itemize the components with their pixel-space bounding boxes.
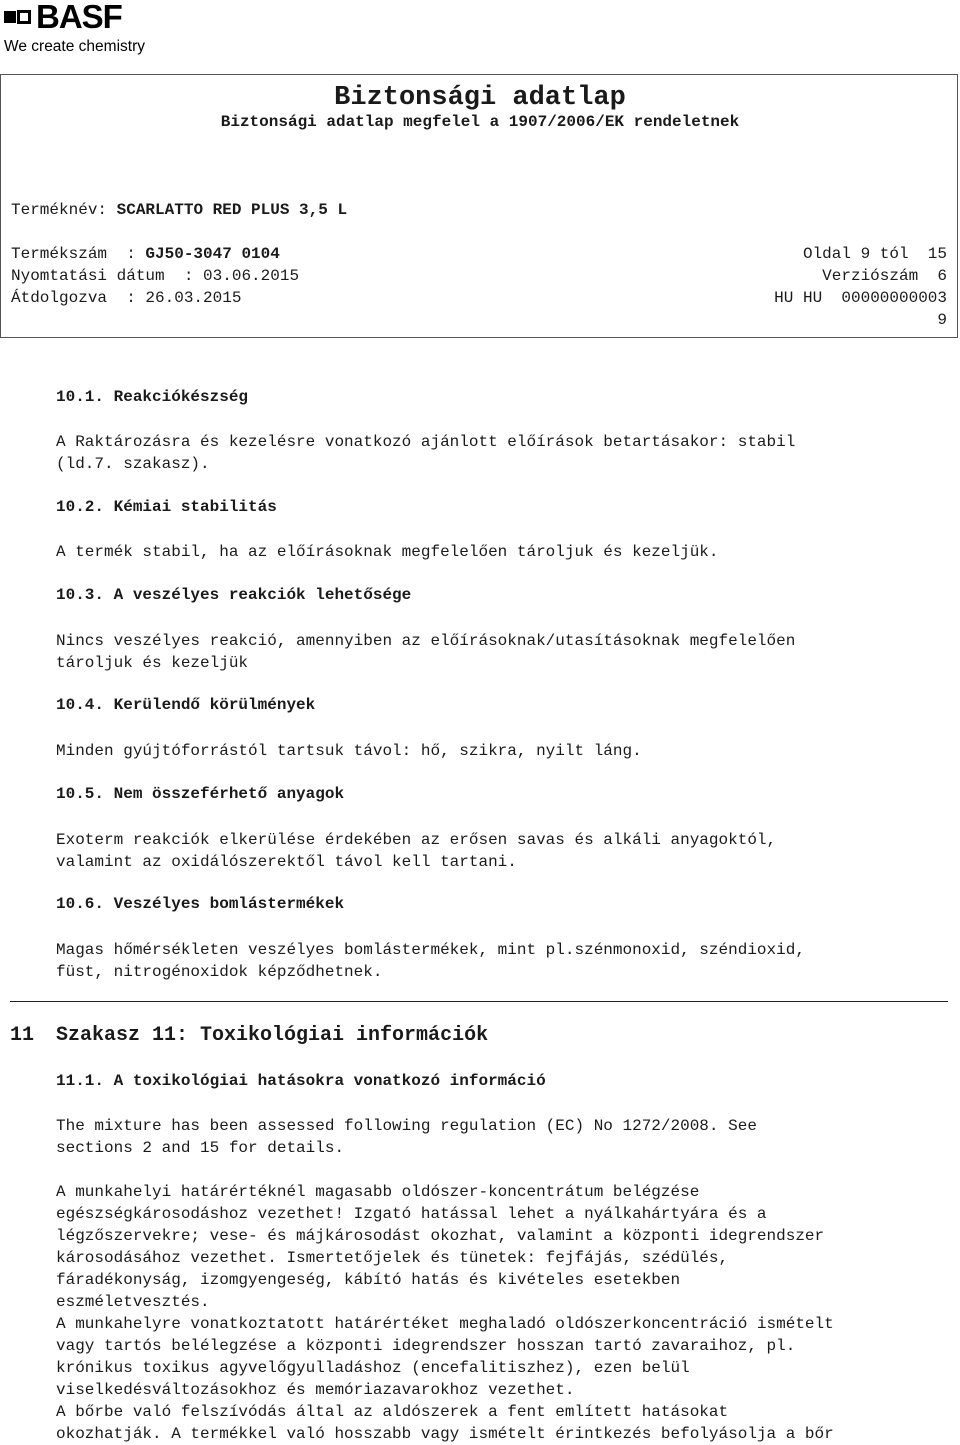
print-date: 03.06.2015: [203, 267, 300, 285]
product-name-label: Terméknév:: [11, 201, 117, 219]
product-name: SCARLATTO RED PLUS 3,5 L: [116, 201, 348, 219]
section-10-4-title: 10.4. Kerülendő körülmények: [56, 696, 316, 714]
page-info: Oldal 9 tól 15: [802, 245, 947, 263]
print-date-label: Nyomtatási dátum :: [11, 267, 204, 285]
section-10-1-title: 10.1. Reakciókészség: [56, 388, 249, 406]
section-10-3-text: Nincs veszélyes reakció, amennyiben az előírásoknak/utasításoknak megfelelően tároljuk és kezeljük: [56, 632, 796, 672]
section-11-1-text-b: A munkahelyi határértéknél magasabb oldószer-koncentrátum belégzése egészségkárosodáshoz vezethet! Izgató hatással lehet a nyálkahártyára és a légzőszervekre; vese- és májkárosodást okozhat, valamint a központi idegrendszer károsodásához vezethet. Ismertetőjelek és tünetek: fejfájás, szédülés, fáradékonyság, izomgyengeség, kábító hatás és kivételes esetekben eszméletvesztés. A munkahelyre vonatkoztatott határértéket meghaladó oldószerkoncentráció ismételt vagy tartós belélegzése a központi idegrendszer hosszan tartó zavaraihoz, pl. krónikus toxikus agyvelőgyulladáshoz (encefalitiszhez), ezen belül viselkedésváltozásokhoz és memóriazavarokhoz vezethet. A bőrbe való felszívódás által az aldószerek a fent említett hatásokat okozhatják. A termékkel való hosszabb vagy ismételt érintkezés befolyásolja a bőr: [56, 1183, 834, 1443]
basf-logo: [4, 2, 204, 62]
section-11-1-title: 11.1. A toxikológiai hatásokra vonatkozó információ: [56, 1072, 546, 1090]
section-10-4-text: Minden gyújtóforrástól tartsuk távol: hő, szikra, nyilt láng.: [56, 742, 642, 760]
section-10-1-text: A Raktározásra és kezelésre vonatkozó ajánlott előírások betartásakor: stabil (ld.7. szakasz).: [56, 433, 796, 473]
section-10-2-title: 10.2. Kémiai stabilitás: [56, 498, 277, 516]
product-no-label: Termékszám :: [11, 245, 146, 263]
revised-label: Átdolgozva :: [11, 289, 146, 307]
chapter-number: 11: [10, 1024, 35, 1047]
print-date-line: [11, 267, 299, 285]
revised-date: 26.03.2015: [145, 289, 242, 307]
version-info: Verziószám 6: [822, 267, 947, 285]
product-no-line: [11, 245, 280, 263]
product-name-line: [11, 201, 347, 219]
section-10-5-text: Exoterm reakciók elkerülése érdekében az erősen savas és alkáli anyagoktól, valamint az oxidálószerektől távol kell tartani.: [56, 831, 777, 871]
section-10-5-title: 10.5. Nem összeférhető anyagok: [56, 785, 345, 803]
logo-square-outline-icon: [17, 10, 31, 24]
section-10-6-title: 10.6. Veszélyes bomlástermékek: [56, 895, 345, 913]
chapter-11-heading: [10, 1024, 488, 1047]
section-10-3-title: 10.3. A veszélyes reakciók lehetősége: [56, 586, 412, 604]
revised-line: [11, 289, 241, 307]
document-header: [0, 74, 958, 338]
logo-brand: BASF: [36, 0, 122, 35]
hu-code-tail: 9: [937, 311, 947, 329]
logo-square-icon: [4, 11, 16, 23]
logo-tagline: We create chemistry: [4, 38, 145, 55]
section-divider: [10, 1001, 948, 1002]
document-title: Biztonsági adatlap: [334, 83, 626, 113]
chapter-title: Szakasz 11: Toxikológiai információk: [56, 1024, 489, 1047]
section-10-6-text: Magas hőmérsékleten veszélyes bomlástermékek, mint pl.szénmonoxid, széndioxid, füst, nitrogénoxidok képződhetnek.: [56, 941, 805, 981]
section-10-2-text: A termék stabil, ha az előírásoknak megfelelően tároljuk és kezeljük.: [56, 543, 719, 561]
hu-code: HU HU 00000000003: [774, 289, 947, 307]
product-no: GJ50-3047 0104: [145, 245, 280, 263]
document-subtitle: Biztonsági adatlap megfelel a 1907/2006/EK rendeletnek: [220, 113, 740, 131]
section-11-1-text-a: The mixture has been assessed following regulation (EC) No 1272/2008. See sections 2 and 15 for details.: [56, 1117, 757, 1157]
